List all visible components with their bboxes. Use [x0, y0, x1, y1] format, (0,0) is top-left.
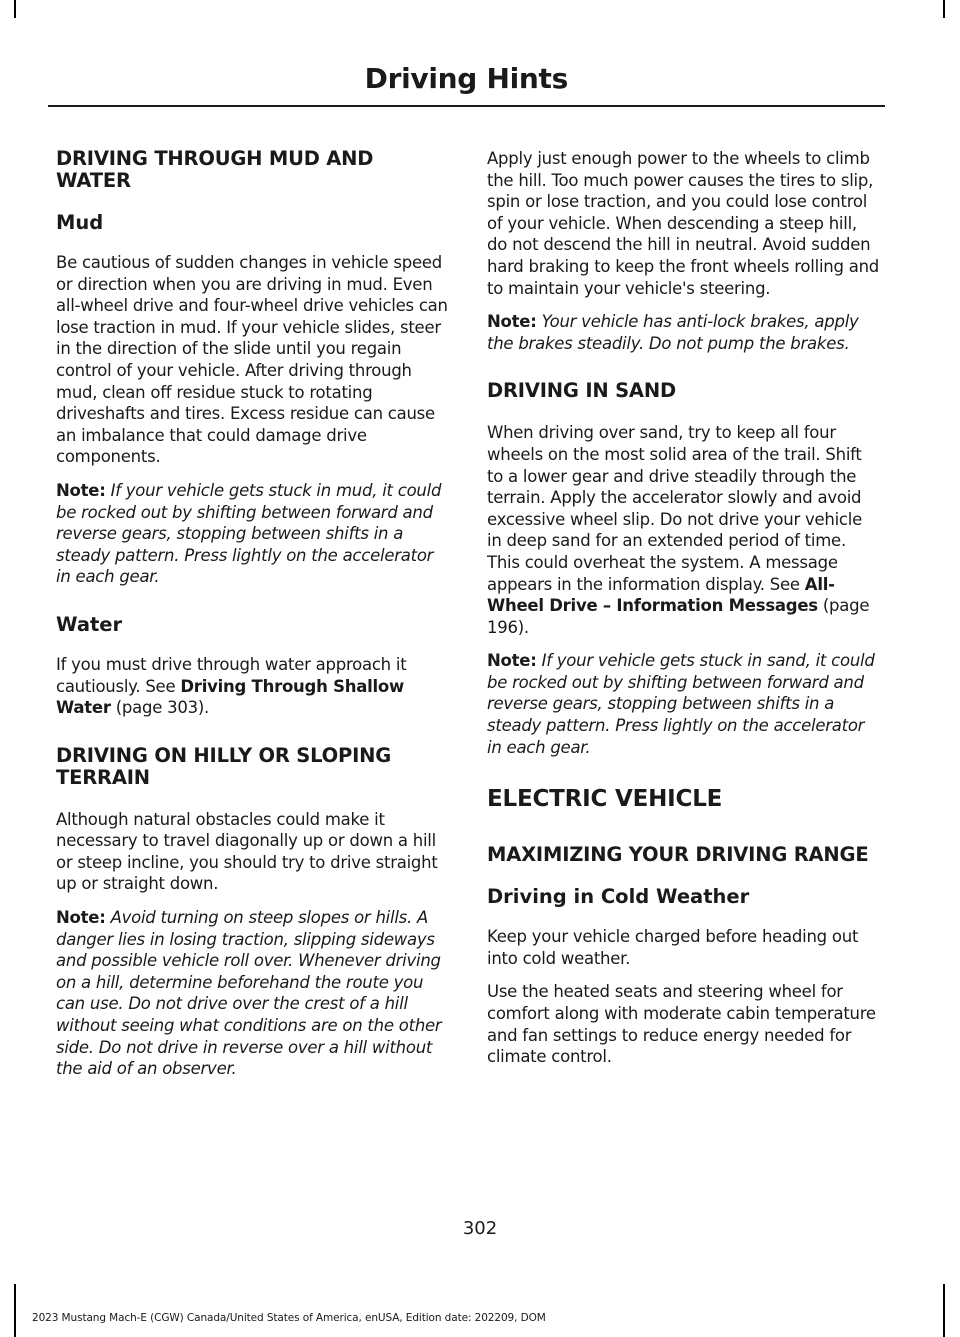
hilly-note: [56, 907, 448, 1080]
sand-page-ref: (page 196).: [487, 596, 870, 637]
note-label: Note:: [56, 908, 106, 928]
left-column: [56, 148, 448, 1092]
hill-power-paragraph: Apply just enough power to the wheels to climb the hill. Too much power causes the tires to slip, spin or lose traction, and you could lose control of your vehicle. When descending a steep hill, do not descend the hill in neutral. Avoid sudden hard braking to keep the front wheels rolling and to maintain your vehicle's steering.: [487, 149, 879, 298]
note-label: Note:: [56, 480, 106, 500]
cold-weather-paragraph-2: Use the heated seats and steering wheel for comfort along with moderate cabin temperature and fan settings to reduce energy needed for climate control.: [487, 982, 876, 1067]
water-text: If you must drive through water approach it cautiously. See: [56, 654, 407, 696]
water-heading: Water: [56, 612, 123, 636]
water-page-ref: (page 303).: [115, 698, 210, 718]
awd-messages-link[interactable]: All-Wheel Drive – Information Messages: [487, 574, 835, 616]
crop-mark-bottom-left: [14, 1284, 16, 1337]
page-header-title: Driving Hints: [364, 62, 568, 95]
note-text: Your vehicle has anti-lock brakes, apply the brakes steadily. Do not pump the brakes.: [487, 312, 859, 353]
page-number: 302: [462, 1218, 498, 1239]
crop-mark-top-left: [14, 0, 16, 18]
sand-paragraph: [487, 422, 879, 638]
sand-text: When driving over sand, try to keep all four wheels on the most solid area of the trail. Shift to a lower gear and drive steadily through the terrain. Apply the accelerator slowly and avoid excessive wheel slip. Do not drive your vehicle in deep sand for an extended period of time. This could overheat the system. A message appears in the information display. See: [487, 423, 862, 594]
note-text: If your vehicle gets stuck in mud, it could be rocked out by shifting between forward and reverse gears, stopping between shifts in a steady pattern. Press lightly on the accelerator in each gear.: [56, 480, 442, 587]
driving-range-heading: MAXIMIZING YOUR DRIVING RANGE: [487, 843, 869, 867]
edition-footer: 2023 Mustang Mach-E (CGW) Canada/United States of America, enUSA, Edition date: 202209, DOM: [32, 1312, 546, 1324]
electric-vehicle-heading: ELECTRIC VEHICLE: [487, 786, 723, 813]
mud-note: [56, 480, 448, 588]
note-label: Note:: [487, 651, 537, 671]
cold-weather-paragraph-1: Keep your vehicle charged before heading out into cold weather.: [487, 927, 859, 968]
header-rule: [48, 105, 885, 107]
cold-weather-heading: Driving in Cold Weather: [487, 885, 750, 909]
note-text: Avoid turning on steep slopes or hills. A danger lies in losing traction, slipping sideways and possible vehicle roll over. Whenever driving on a hill, determine beforehand the route you can use. Do not drive over the crest of a hill without seeing what conditions are on the other side. Do not drive in reverse over a hill without the aid of an observer.: [56, 908, 442, 1079]
hilly-paragraph: Although natural obstacles could make it necessary to travel diagonally up or down a hill or steep incline, you should try to drive straight up or straight down.: [56, 809, 438, 894]
crop-mark-bottom-right: [943, 1284, 945, 1337]
mud-heading: Mud: [56, 211, 104, 234]
crop-mark-top-right: [943, 0, 945, 18]
shallow-water-link[interactable]: Driving Through Shallow Water: [56, 676, 404, 718]
right-column: [487, 148, 879, 1080]
hilly-terrain-heading: DRIVING ON HILLY OR SLOPING TERRAIN: [56, 743, 392, 789]
mud-water-heading: DRIVING THROUGH MUD AND WATER: [56, 147, 374, 192]
note-text: If your vehicle gets stuck in sand, it could be rocked out by shifting between forward and reverse gears, stopping between shifts in a steady pattern. Press lightly on the accelerator in each gear.: [487, 651, 875, 757]
water-paragraph: [56, 654, 448, 719]
mud-paragraph: Be cautious of sudden changes in vehicle speed or direction when you are driving in mud. Even all-wheel drive and four-wheel drive vehicles can lose traction in mud. If your vehicle slides, steer in the direction of the slide until you regain control of your vehicle. After driving through mud, clean off residue stuck to rotating driveshafts and tires. Excess residue can cause an imbalance that could damage drive components.: [56, 253, 448, 467]
note-label: Note:: [487, 312, 537, 332]
sand-heading: DRIVING IN SAND: [487, 379, 676, 403]
sand-note: [487, 650, 879, 758]
brakes-note: [487, 311, 879, 354]
